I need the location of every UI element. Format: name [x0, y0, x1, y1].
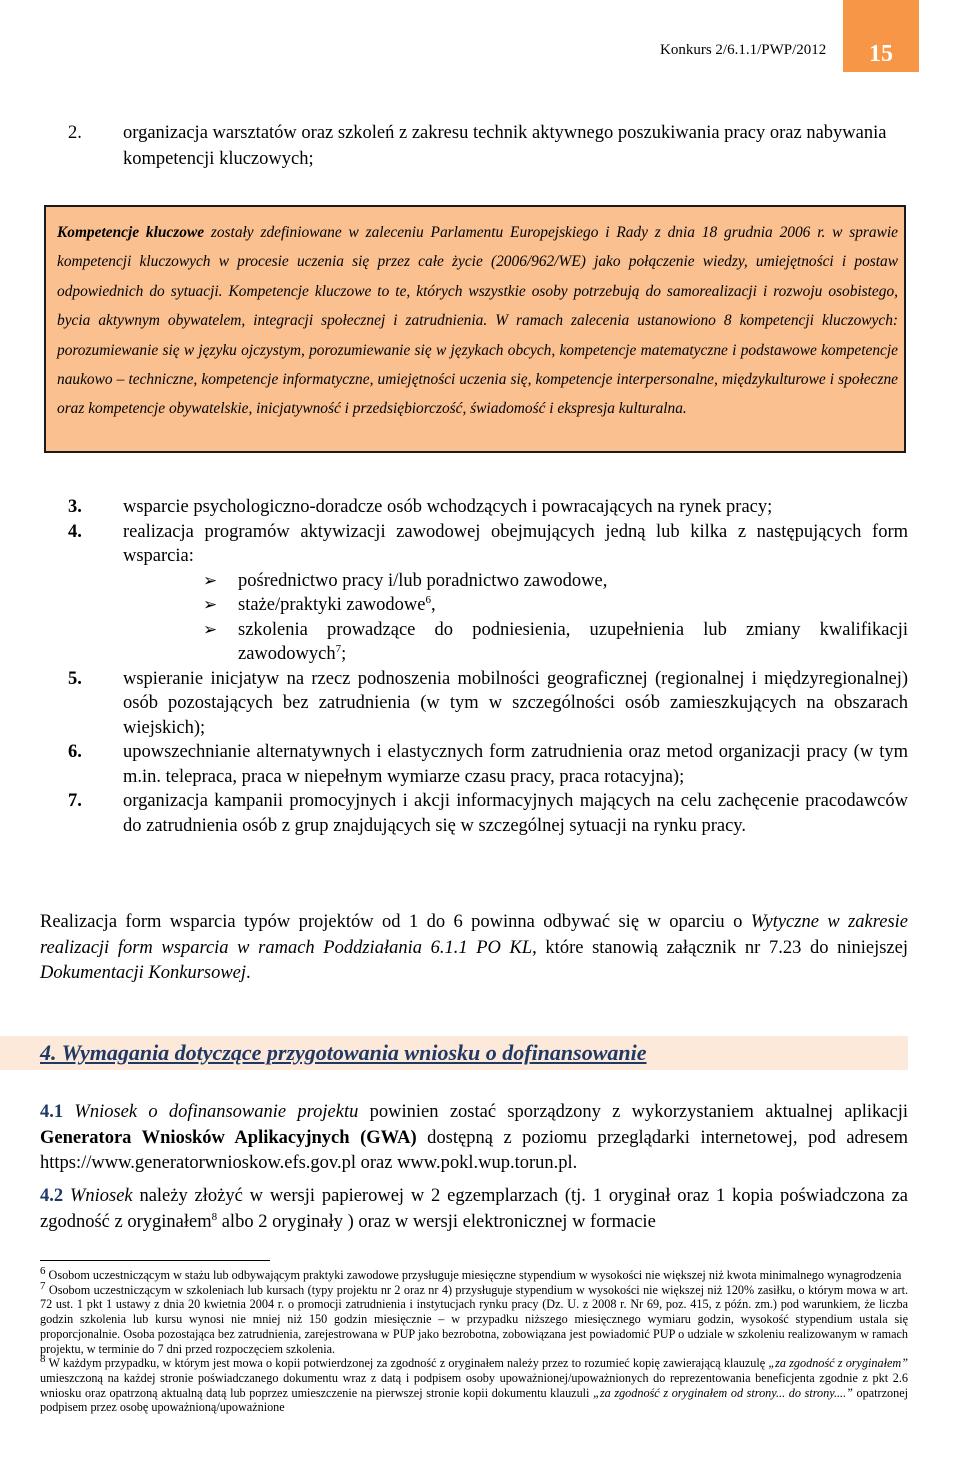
text: , które stanowią załącznik nr 7.23 do niniejszej [532, 937, 908, 958]
footnote-text: opatrzonej podpisem przez osobę upoważnioną/upoważnione [40, 1385, 908, 1415]
arrow-bullet-icon: ➢ [203, 619, 218, 639]
list-item-text: organizacja warsztatów oraz szkoleń z zakresu technik aktywnego poszukiwania pracy oraz nabywania kompetencji kluczowych; [123, 123, 887, 169]
realization-paragraph [40, 910, 908, 987]
footnote-number: 6 [40, 1264, 46, 1277]
footnote-6 [40, 1264, 908, 1283]
footnote-text: umieszczoną na każdej stronie poświadczanego dokumentu wraz z datą i podpisem osoby upoważnionej/upoważnionych do reprezentowania beneficjenta zgodnie z pkt 2.6 wniosku oraz opatrzoną aktualną datą lub poprzez umieszczenie na pierwszej stronie kopii dokumentu klauzuli [40, 1370, 908, 1400]
box-sentence-1: zostały zdefiniowane w zaleceniu Parlamentu Europejskiego i Rady z dnia 18 grudnia 2006 r. w sprawie kompetencji kluczowych w procesie uczenia się przez całe życie (2006/962/WE) jako połączenie wiedzy, umiejętności i postaw odpowiednich do sytuacji. [57, 224, 898, 300]
list-item-text: realizacja programów aktywizacji zawodowej obejmujących jedną lub kilka z następujących form wsparcia: [123, 521, 908, 566]
list-item-text: wspieranie inicjatyw na rzecz podnoszenia mobilności geograficznej (regionalnej i międzyregionalnej) osób pozostających bez zatrudnienia (w tym w szczególności osób zamieszkujących na obszarach wiejskich); [123, 668, 908, 738]
clause-text: „za zgodność z oryginałem” [768, 1356, 908, 1371]
box-sentence-2: Kompetencje kluczowe to te, których wszystkie osoby potrzebują do samorealizacji i rozwoju osobistego, bycia aktywnym obywatelem, integracji społecznej i zatrudnienia. [57, 282, 899, 330]
paragraph-4-1 [40, 1100, 908, 1177]
footnotes [40, 1264, 908, 1415]
list-item-4 [68, 520, 908, 667]
list-number: 3. [68, 497, 82, 517]
generator-name: Generatora Wniosków Aplikacyjnych (GWA) [40, 1127, 417, 1148]
paragraph-number: 4.1 [40, 1102, 64, 1122]
list-item-6 [68, 740, 908, 789]
key-competences-box [44, 205, 906, 453]
sub-item-text: staże/praktyki zawodowe [238, 595, 426, 615]
italic-text: Wniosek o dofinansowanie [63, 1102, 298, 1122]
footnote-8 [40, 1353, 908, 1415]
punctuation: ; [341, 644, 347, 664]
list-number: 4. [68, 521, 82, 542]
list-item-text: wsparcie psychologiczno-doradcze osób wchodzących i powracających na rynek pracy; [123, 497, 773, 517]
box-sentence-3: W ramach zalecenia ustanowiono 8 kompetencji kluczowych: porozumiewanie się w języku ojczystym, porozumiewanie się w językach obcych, kompetencje matematyczne i podstawowe kompetencje naukowo – techniczne, kompetencje informatyczne, umiejętności uczenia się, kompetencje interpersonalne, międzykulturowe i społeczne oraz kompetencje obywatelskie, inicjatywność i przedsiębiorczość, świadomość i ekspresja kulturalna. [57, 312, 899, 418]
paragraph-4-2 [40, 1184, 908, 1235]
clause-text: „za zgodność z oryginałem od strony... do strony....” [593, 1385, 853, 1400]
punctuation: , [431, 595, 436, 615]
sub-list-item [203, 593, 908, 618]
footnote-text: Osobom uczestniczącym w szkoleniach lub kursach (typy projektu nr 2 oraz nr 4) przysługuje stypendium w wysokości nie większej niż 120% zasiłku, o którym mowa w art. 72 ust. 1 pkt 1 ustawy z dnia 20 kwietnia 2004 r. o promocji zatrudnienia i instytucjach rynku pracy (Dz. U. z 2008 r. Nr 69, poz. 415, z późn. zm.) pod warunkiem, że liczba godzin szkolenia lub kursu wynosi nie mniej niż 150 godzin miesięcznie – w przypadku niższego miesięcznego wymiaru godzin, wysokość stypendium ustala się proporcjonalnie. Osoba pozostająca bez zatrudnienia, zarejestrowana w PUP jako bezrobotna, zobowiązana jest powiadomić PUP o udziale w szkoleniu realizowanym w ramach projektu, w terminie do 7 dni przed rozpoczęciem szkolenia. [40, 1282, 908, 1356]
footnote-divider [40, 1260, 270, 1261]
support-forms-list [68, 495, 908, 838]
footnote-ref[interactable]: 6 [425, 593, 431, 606]
sub-list [123, 569, 908, 667]
sub-list-item [203, 618, 908, 667]
text: należy złożyć w wersji papierowej w 2 egzemplarzach (tj. 1 oryginał oraz 1 kopia poświadczona za zgodność z oryginałem [40, 1186, 908, 1232]
list-item-7 [68, 789, 908, 838]
text: powinien zostać sporządzony z wykorzystaniem aktualnej aplikacji [358, 1102, 908, 1122]
footnote-text: W każdym przypadku, w którym jest mowa o kopii potwierdzonej za zgodność z oryginałem należy przez to rozumieć kopię zawierającą klauzulę [45, 1356, 769, 1371]
paragraph-number: 4.2 [40, 1186, 64, 1206]
footnote-7 [40, 1279, 908, 1357]
text: albo 2 oryginały ) oraz w wersji elektronicznej w formacie [217, 1211, 656, 1232]
section-heading: 4. Wymagania dotyczące przygotowania wniosku o dofinansowanie [40, 1040, 647, 1065]
list-item-3 [68, 495, 908, 520]
list-number: 2. [68, 123, 82, 143]
text: dostępną z poziomu przeglądarki internetowej, pod adresem https://www.generatorwnioskow.efs.gov.pl oraz www.pokl.wup.torun.pl. [40, 1127, 908, 1173]
documentation-title: Dokumentacji Konkursowej [40, 963, 247, 983]
footnote-ref[interactable]: 8 [211, 1210, 218, 1223]
sub-item-text: szkolenia prowadzące do podniesienia, uzupełnienia lub zmiany kwalifikacji zawodowych [238, 619, 908, 664]
list-item-2 [68, 120, 918, 172]
list-number: 5. [68, 668, 82, 689]
footnote-ref[interactable]: 7 [335, 642, 342, 655]
sub-item-text: pośrednictwo pracy i/lub poradnictwo zawodowe, [238, 570, 608, 591]
list-item-text: upowszechnianie alternatywnych i elastycznych form zatrudnienia oraz metod organizacji pracy (w tym m.in. telepraca, praca w niepełnym wymiarze czasu pracy, praca rotacyjna); [123, 742, 908, 787]
list-item-5 [68, 667, 908, 741]
list-number: 6. [68, 742, 82, 762]
text: . [246, 963, 251, 983]
footnote-number: 7 [40, 1279, 46, 1292]
italic-text: projektu [297, 1102, 359, 1122]
footnote-number: 8 [40, 1353, 46, 1366]
list-item-text: organizacja kampanii promocyjnych i akcji informacyjnych mających na celu zachęcenie pracodawców do zatrudnienia osób z grup znajdujących się w szczególnej sytuacji na rynku pracy. [123, 791, 908, 836]
document-reference: Konkurs 2/6.1.1/PWP/2012 [660, 42, 827, 58]
guidelines-title: Wytyczne w zakresie realizacji form wsparcia w ramach Poddziałania 6.1.1 PO KL [40, 912, 909, 958]
section-heading-bar [0, 1036, 908, 1070]
arrow-bullet-icon: ➢ [203, 595, 218, 614]
arrow-bullet-icon: ➢ [203, 570, 218, 590]
italic-text: Wniosek [63, 1186, 133, 1206]
sub-list-item [203, 569, 908, 594]
page-number-badge: 15 [843, 0, 919, 72]
footnote-text: Osobom uczestniczącym w stażu lub odbywającym praktyki zawodowe przysługuje miesięczne stypendium w wysokości nie większej niż kwota minimalnego wynagrodzenia [45, 1268, 902, 1282]
box-term: Kompetencje kluczowe [57, 224, 205, 241]
text: Realizacja form wsparcia typów projektów od 1 do 6 powinna odbywać się w oparciu o [40, 912, 751, 932]
list-number: 7. [68, 791, 82, 811]
